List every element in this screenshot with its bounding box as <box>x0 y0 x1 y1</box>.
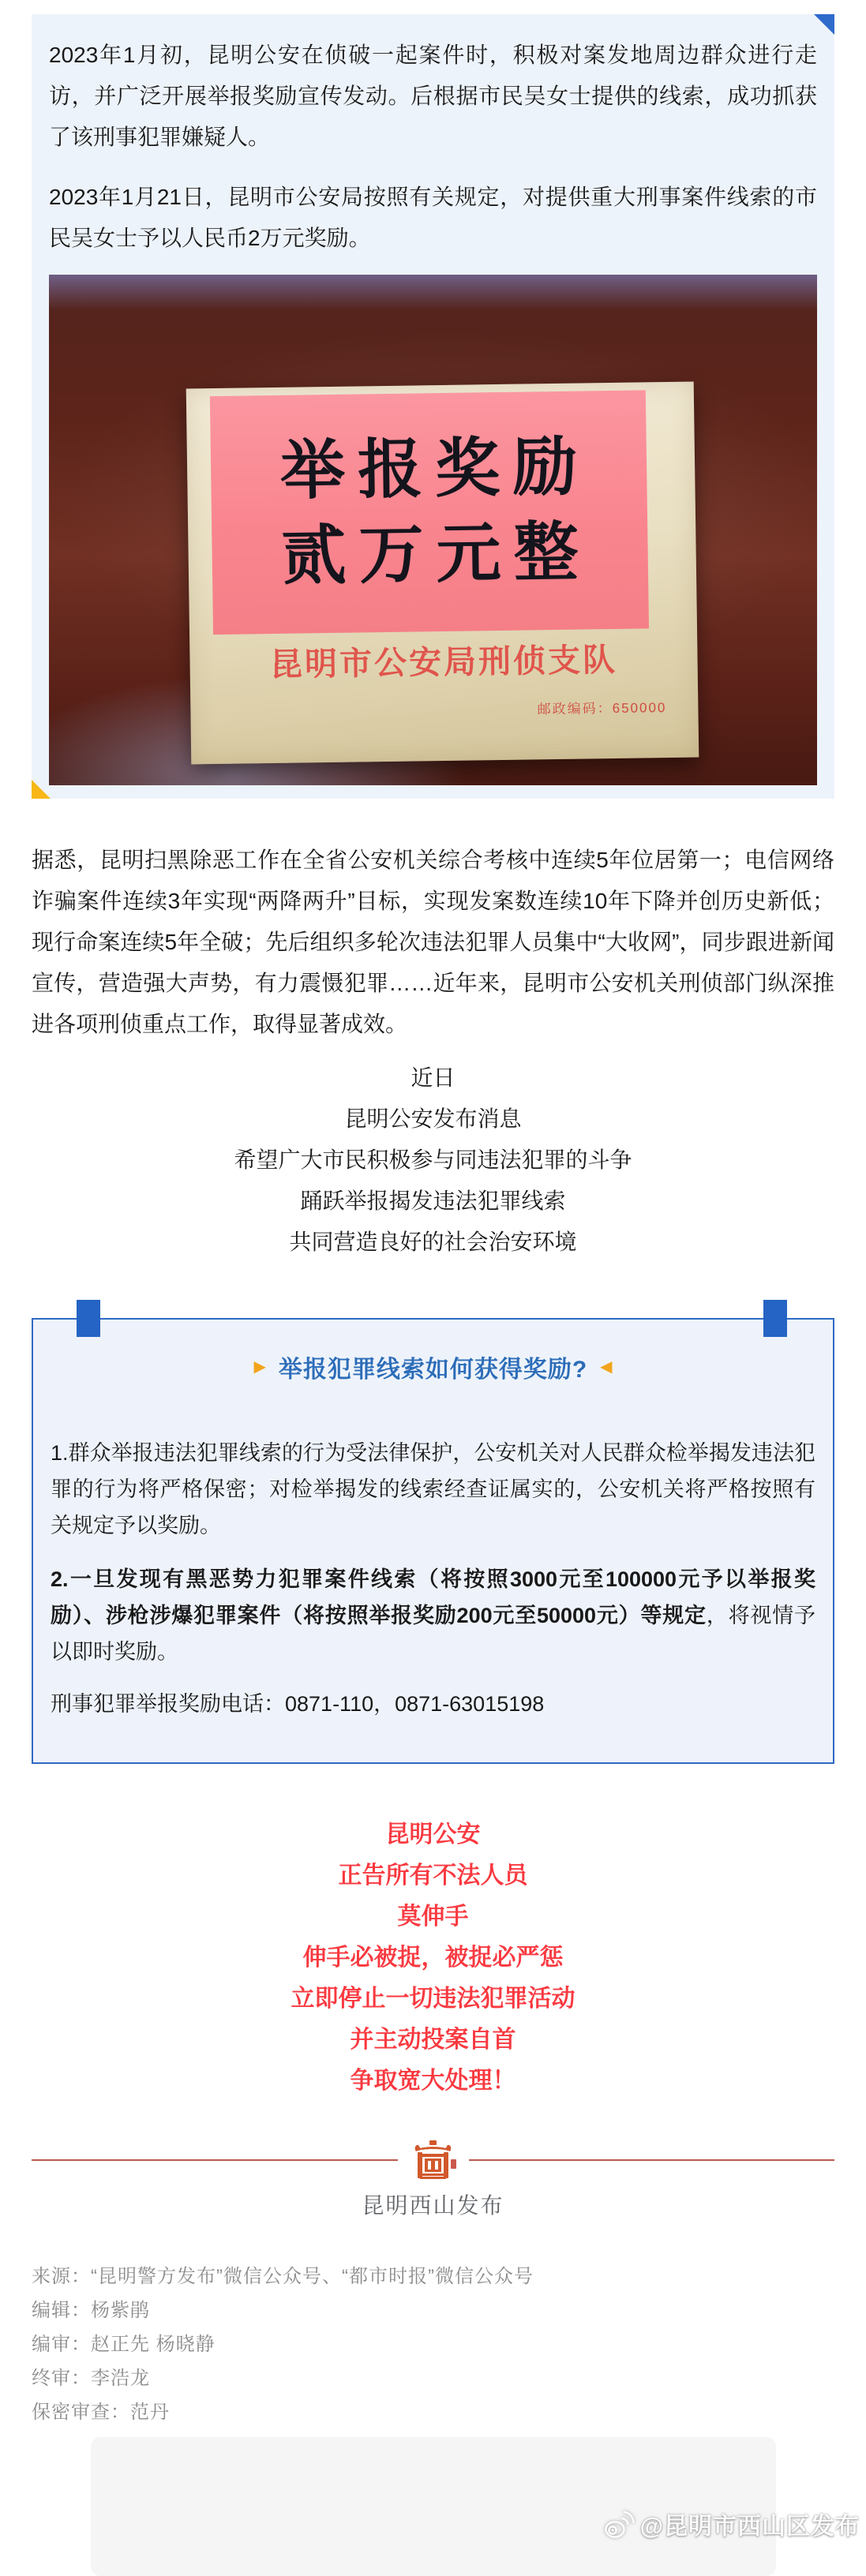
footer-secrecy-review: 保密审查：范丹 <box>32 2402 170 2423</box>
weibo-watermark <box>602 2507 860 2541</box>
reward-envelope-photo <box>49 275 817 785</box>
envelope-postcode-text: 邮政编码：650000 <box>537 700 667 717</box>
publisher-name: 昆明西山发布 <box>362 2193 504 2218</box>
footer-editor: 编辑：杨紫鹃 <box>32 2300 150 2321</box>
footer-source: 来源：“昆明警方发布”微信公众号、“都市时报”微信公众号 <box>32 2266 534 2287</box>
footer-final-review: 终审：李浩龙 <box>32 2368 150 2389</box>
envelope-pink-label <box>210 390 649 635</box>
intro-panel <box>32 14 834 799</box>
envelope-label-line2: 贰万元整 <box>281 516 592 593</box>
blue-corner-fold-icon <box>814 14 834 35</box>
appeal-line: 昆明公安发布消息 <box>344 1106 522 1131</box>
appeal-line: 踊跃举报揭发违法犯罪线索 <box>300 1189 566 1213</box>
yellow-corner-fold-icon <box>32 780 51 799</box>
appeal-lines <box>32 1058 834 1263</box>
reward-hotline: 刑事犯罪举报奖励电话：0871-110，0871-63015198 <box>51 1692 545 1716</box>
slogan-line: 昆明公安 <box>385 1822 481 1848</box>
appeal-line: 希望广大市民积极参与同违法犯罪的斗争 <box>234 1148 632 1172</box>
blue-tab-left-decoration <box>77 1300 100 1337</box>
intro-paragraph-2: 2023年1月21日，昆明市公安局按照有关规定，对提供重大刑事案件线索的市民吴女士予以人民币2万元奖励。 <box>49 185 817 250</box>
intro-paragraph-1: 2023年1月初，昆明公安在侦破一起案件时，积极对案发地周边群众进行走访，并广泛开展举报奖励宣传发动。后根据市民吴女士提供的线索，成功抓获了该刑事犯罪嫌疑人。 <box>49 43 817 149</box>
reward-box-title: 举报犯罪线索如何获得奖励? <box>278 1357 588 1383</box>
publisher-divider <box>32 2138 834 2182</box>
blue-tab-right-decoration <box>763 1300 787 1337</box>
arrow-left-icon: ◀ <box>600 1358 613 1376</box>
slogan-line: 争取宽大处理！ <box>350 2068 516 2094</box>
reward-envelope <box>186 382 699 765</box>
watermark-text: @昆明市西山区发布 <box>639 2514 860 2540</box>
envelope-label-line1: 举报奖励 <box>279 431 590 507</box>
reward-info-box <box>32 1318 834 1764</box>
slogan-line: 莫伸手 <box>397 1904 469 1930</box>
reward-rule-2 <box>51 1561 815 1670</box>
slogan-line: 立即停止一切违法犯罪活动 <box>291 1986 575 2012</box>
publisher-logo-icon <box>409 2138 458 2182</box>
reward-rule-2-rest: ，将视情予以即时奖励。 <box>51 1604 815 1664</box>
appeal-line: 共同营造良好的社会治安环境 <box>289 1230 577 1254</box>
summary-paragraph: 据悉，昆明扫黑除恶工作在全省公安机关综合考核中连续5年位居第一；电信网络诈骗案件连续3年实现“两降两升”目标，实现发案数连续10年下降并创历史新低；现行命案连续5年全破；先后组织多轮次违法犯罪人员集中“大收网”，同步跟进新闻宣传，营造强大声势，有力震慑犯罪……近年来，昆明市公安机关刑侦部门纵深推进各项刑侦重点工作，取得显著成效。 <box>32 848 834 1036</box>
envelope-unit-text: 昆明市公安局刑侦支队 <box>269 641 618 683</box>
divider-line-right <box>469 2159 835 2161</box>
reward-rule-2-bold: 2.一旦发现有黑恶势力犯罪案件线索（将按照3000元至100000元予以举报奖励）、涉枪涉爆犯罪案件（将按照举报奖励200元至50000元）等规定 <box>51 1567 815 1627</box>
appeal-line: 近日 <box>411 1065 455 1090</box>
footer-credits <box>32 2260 834 2429</box>
reward-rule-1: 1.群众举报违法犯罪线索的行为受法律保护，公安机关对人民群众检举揭发违法犯罪的行为将严格保密；对检举揭发的线索经查证属实的，公安机关将严格按照有关规定予以奖励。 <box>51 1441 815 1537</box>
article-page <box>0 14 866 2546</box>
divider-line-left <box>32 2159 398 2161</box>
arrow-right-icon: ▶ <box>253 1358 266 1376</box>
slogan-line: 正告所有不法人员 <box>338 1863 528 1889</box>
footer-review: 编审：赵正先 杨晓静 <box>32 2334 216 2355</box>
warning-slogans <box>32 1814 834 2102</box>
weibo-icon <box>602 2508 635 2540</box>
slogan-line: 并主动投案自首 <box>350 2027 516 2053</box>
slogan-line: 伸手必被捉，被捉必严惩 <box>302 1945 564 1971</box>
reward-box-title-row <box>51 1350 815 1384</box>
